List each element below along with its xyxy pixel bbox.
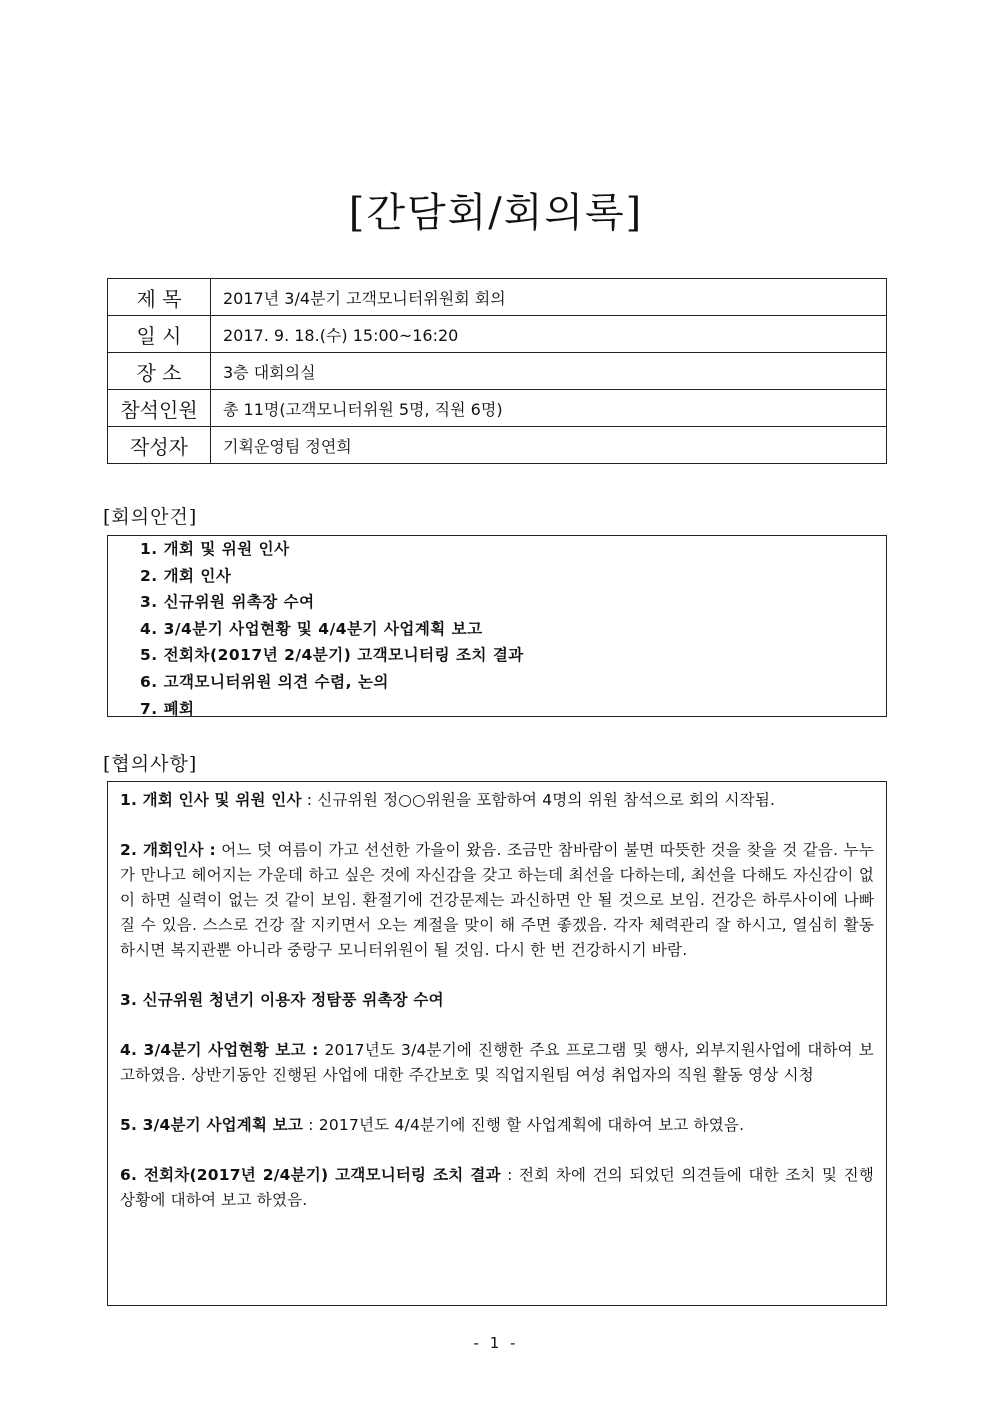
info-value: 3층 대회의실 xyxy=(211,353,887,390)
info-row-place xyxy=(108,353,887,390)
info-row-datetime xyxy=(108,316,887,353)
agenda-item: 7. 폐회 xyxy=(140,699,195,718)
info-label: 참석인원 xyxy=(108,390,211,427)
discussion-item-title: 2. 개회인사 : xyxy=(120,841,216,859)
page-number: - 1 - xyxy=(473,1334,519,1352)
discussion-item xyxy=(120,838,874,963)
agenda-box xyxy=(107,535,887,717)
agenda-heading: [회의안건] xyxy=(103,506,198,528)
info-value: 총 11명(고객모니터위원 5명, 직원 6명) xyxy=(211,390,887,427)
agenda-item: 5. 전회차(2017년 2/4분기) 고객모니터링 조치 결과 xyxy=(140,646,524,665)
info-value: 2017. 9. 18.(수) 15:00~16:20 xyxy=(211,316,887,353)
agenda-item: 1. 개회 및 위원 인사 xyxy=(140,540,290,558)
info-label: 장 소 xyxy=(108,353,211,390)
discussion-item-body: : 2017년도 4/4분기에 진행 할 사업계획에 대하여 보고 하였음. xyxy=(303,1116,745,1134)
discussion-item-body: 어느 덧 여름이 가고 선선한 가을이 왔음. 조금만 참바람이 불면 따뜻한 것을 찾을 것 같음. 누누가 만나고 헤어지는 가운데 하고 싶은 것에 자신감을 갖고 하는데 최선을 다하는데, 최선을 다해도 자신감이 없이 하면 실력이 없는 것 같이 보임. 환절기에 건강문제는 과신하면 안 될 것으로 보임. 건강은 하루사이에 나빠질 수 있음. 스스로 건강 잘 지키면서 오는 계절을 맞이 해 주면 좋겠음. 각자 체력관리 잘 하시고, 열심히 활동하시면 복지관뿐 아니라 중랑구 모니터위원이 될 것임. 다시 한 번 건강하시기 바람. xyxy=(120,841,874,959)
discussion-item-body: : 전회 차에 건의 되었던 의견들에 대한 조치 및 진행 상황에 대하여 보고 하였음. xyxy=(120,1166,875,1209)
info-row-attendees xyxy=(108,390,887,427)
discussion-item-body: 2017년도 3/4분기에 진행한 주요 프로그램 및 행사, 외부지원사업에 대하여 보고하였음. 상반기동안 진행된 사업에 대한 주간보호 및 직업지원팀 여성 취업자의 직원 활동 영상 시청 xyxy=(120,1041,874,1084)
discussion-item xyxy=(120,1038,874,1088)
discussion-item-title: 6. 전회차(2017년 2/4분기) 고객모니터링 조치 결과 xyxy=(120,1166,501,1184)
page-title: [간담회/회의록] xyxy=(348,190,644,236)
info-value: 2017년 3/4분기 고객모니터위원회 회의 xyxy=(211,279,887,316)
discussion-item-title: 5. 3/4분기 사업계획 보고 xyxy=(120,1116,304,1134)
info-row-author xyxy=(108,427,887,464)
discussion-heading: [협의사항] xyxy=(103,753,198,775)
info-label: 제 목 xyxy=(108,279,211,316)
agenda-item: 4. 3/4분기 사업현황 및 4/4분기 사업계획 보고 xyxy=(140,619,483,638)
discussion-item xyxy=(120,1113,874,1138)
discussion-item-title: 1. 개회 인사 및 위원 인사 xyxy=(120,791,302,809)
discussion-item-body: : 신규위원 정○○위원을 포함하여 4명의 위원 참석으로 회의 시작됨. xyxy=(301,791,776,809)
info-label: 일 시 xyxy=(108,316,211,353)
discussion-item xyxy=(120,1163,874,1213)
info-row-subject xyxy=(108,279,887,316)
agenda-item: 3. 신규위원 위촉장 수여 xyxy=(140,593,315,612)
agenda-item: 6. 고객모니터위원 의견 수렴, 논의 xyxy=(140,672,389,691)
discussion-item-title: 4. 3/4분기 사업현황 보고 : xyxy=(120,1041,319,1059)
discussion-item xyxy=(120,988,874,1013)
discussion-box xyxy=(107,781,887,1306)
discussion-item-title: 3. 신규위원 청년기 이용자 정탐풍 위촉장 수여 xyxy=(120,991,444,1009)
info-value: 기획운영팀 정연희 xyxy=(211,427,887,464)
discussion-item xyxy=(120,788,874,813)
agenda-item: 2. 개회 인사 xyxy=(140,566,232,585)
meeting-info-table xyxy=(107,278,887,464)
info-label: 작성자 xyxy=(108,427,211,464)
